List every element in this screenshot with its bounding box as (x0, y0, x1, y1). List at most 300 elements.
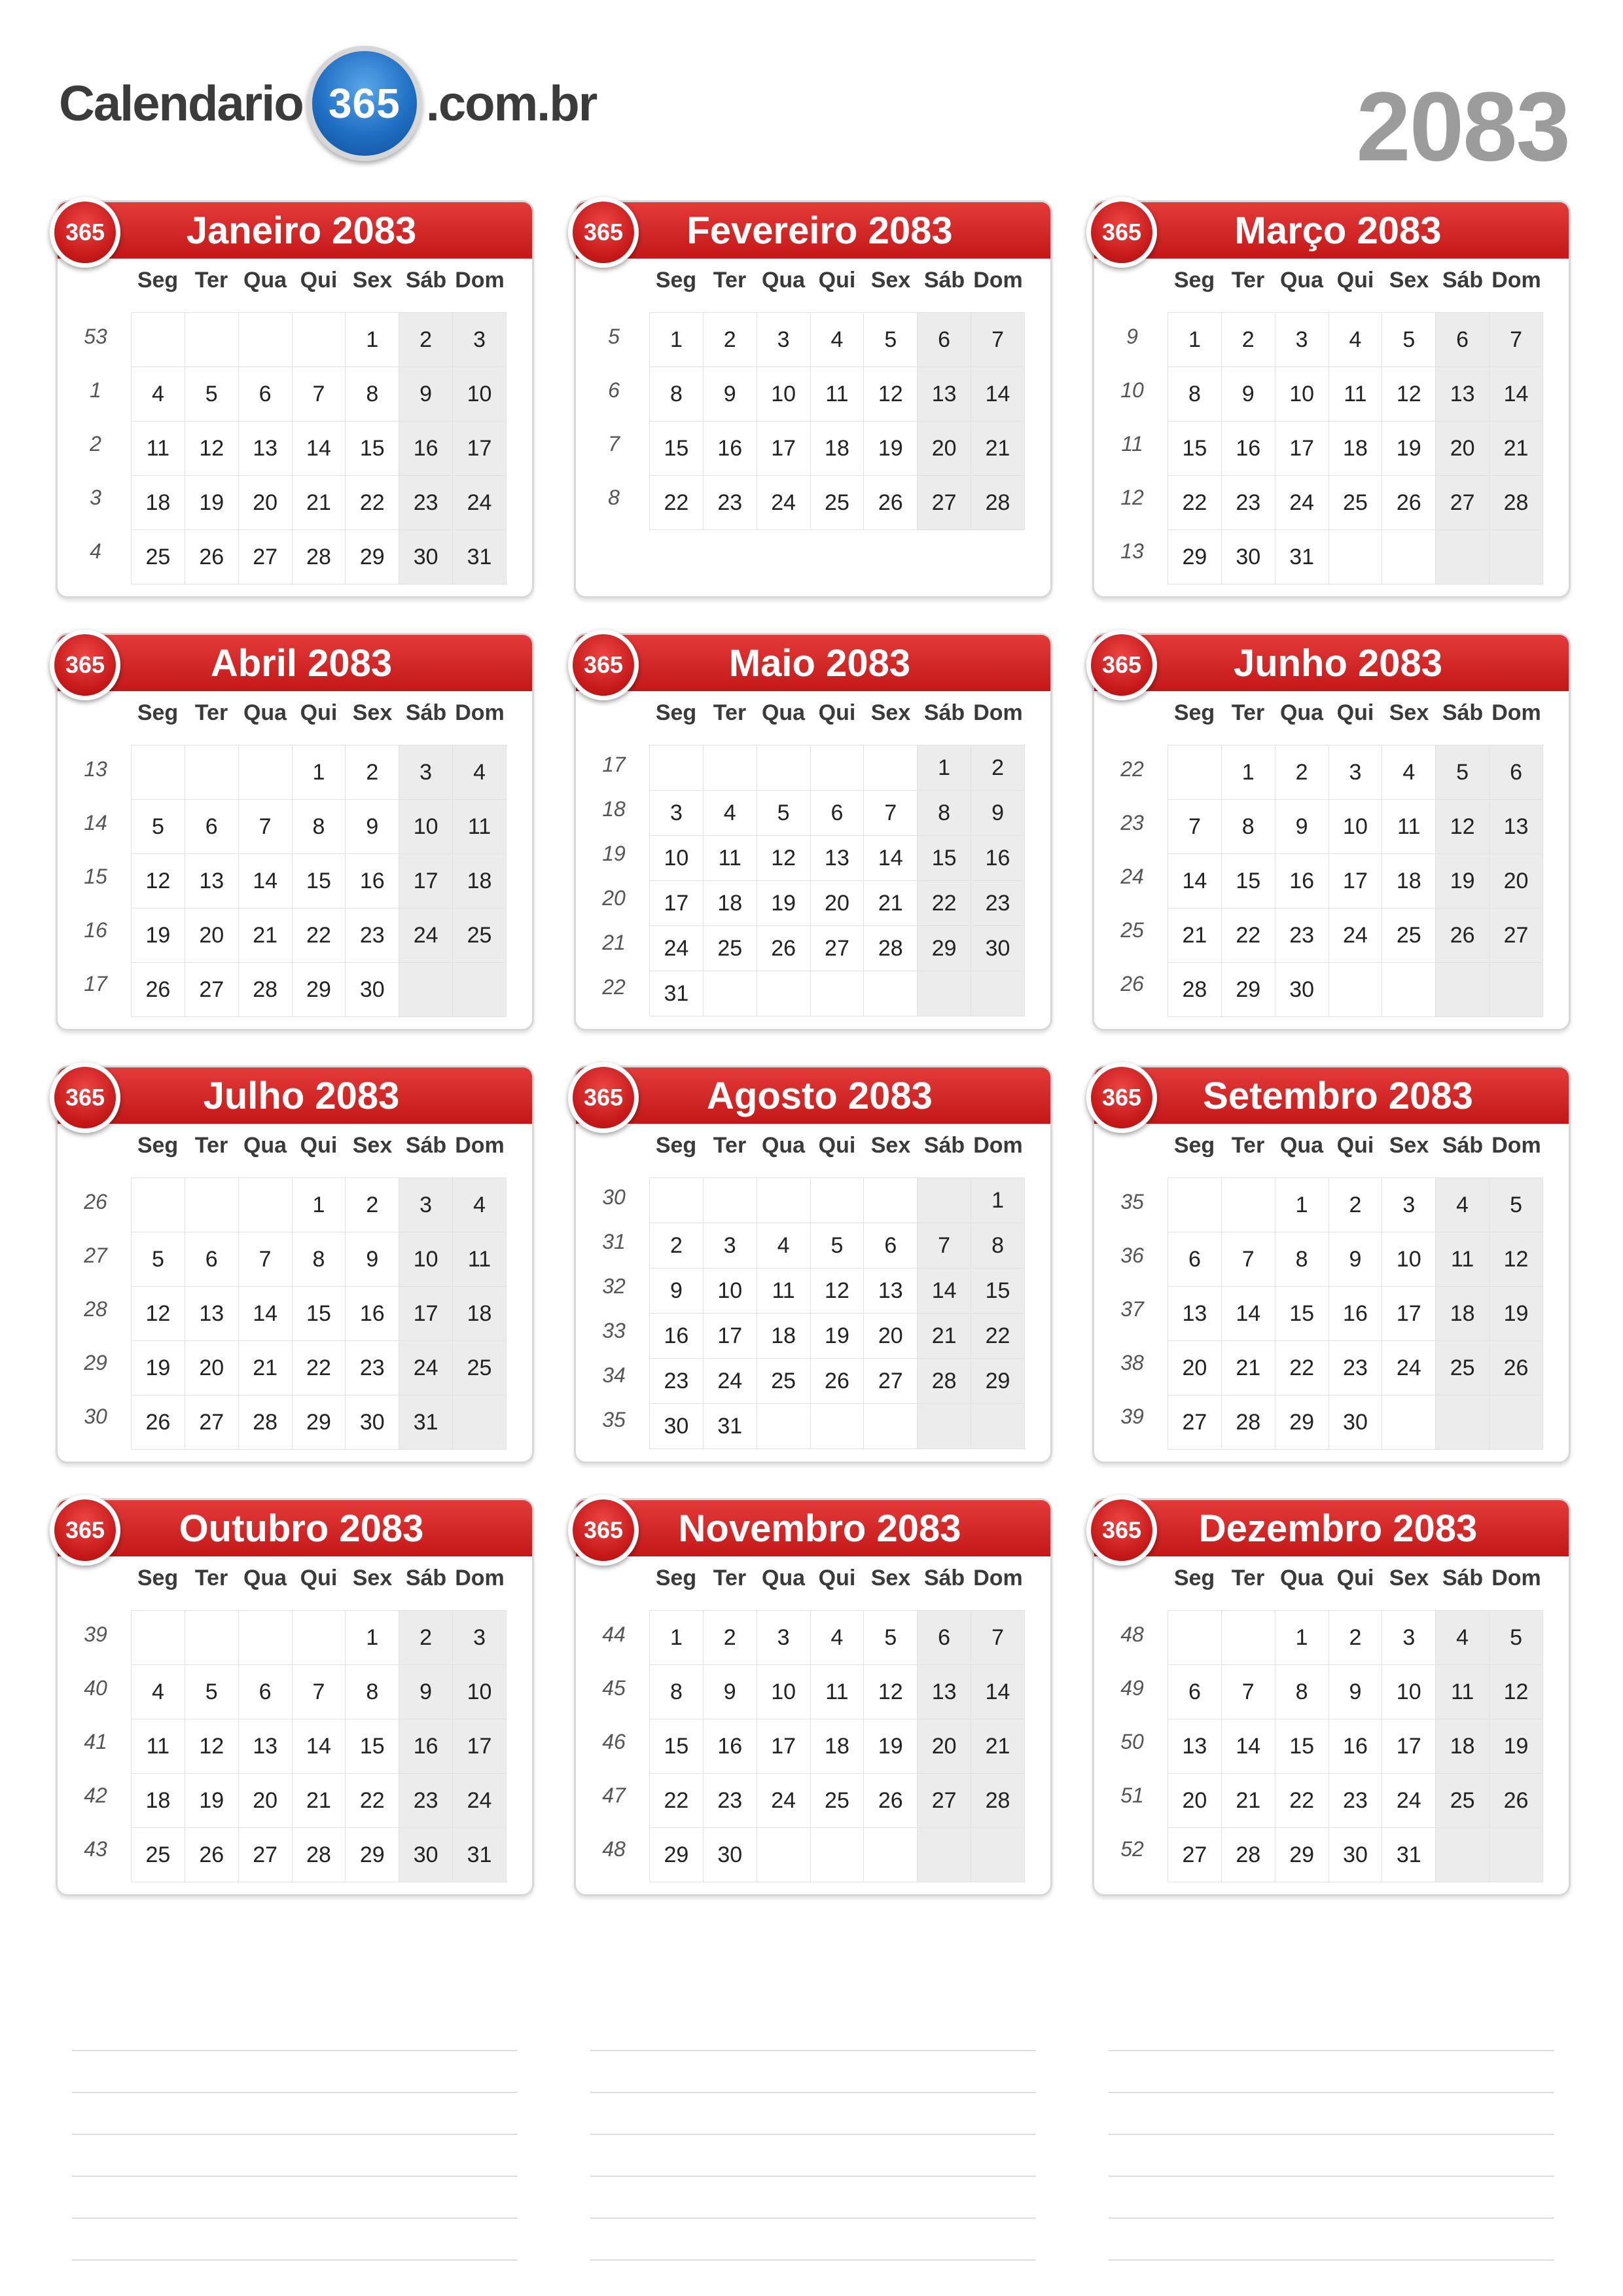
day-cell[interactable]: 30 (703, 1828, 757, 1882)
day-cell[interactable]: 18 (1436, 1719, 1489, 1774)
day-cell[interactable]: 25 (132, 530, 185, 584)
day-cell[interactable]: 23 (703, 476, 757, 530)
day-cell[interactable]: 5 (185, 367, 238, 422)
day-cell[interactable]: 23 (971, 881, 1025, 926)
day-cell[interactable]: 21 (1221, 1341, 1275, 1395)
day-cell[interactable]: 15 (971, 1268, 1025, 1314)
day-cell[interactable]: 25 (810, 1774, 864, 1828)
day-cell[interactable]: 21 (238, 908, 292, 963)
day-cell[interactable]: 28 (292, 530, 346, 584)
day-cell[interactable]: 19 (1489, 1719, 1543, 1774)
day-cell[interactable]: 14 (1489, 367, 1543, 422)
day-cell[interactable]: 24 (399, 1341, 453, 1395)
day-cell[interactable]: 21 (971, 1719, 1025, 1774)
day-cell[interactable]: 22 (346, 1774, 399, 1828)
day-cell[interactable]: 26 (132, 963, 185, 1017)
day-cell[interactable]: 9 (346, 800, 399, 854)
day-cell[interactable]: 13 (185, 854, 238, 908)
day-cell[interactable]: 27 (185, 1395, 238, 1450)
day-cell[interactable]: 23 (346, 908, 399, 963)
day-cell[interactable]: 7 (1221, 1665, 1275, 1719)
day-cell[interactable]: 21 (918, 1314, 971, 1359)
day-cell[interactable]: 6 (185, 800, 238, 854)
day-cell[interactable]: 22 (292, 1341, 346, 1395)
day-cell[interactable]: 8 (1275, 1232, 1329, 1287)
day-cell[interactable]: 9 (703, 367, 757, 422)
day-cell[interactable]: 31 (1275, 530, 1329, 584)
day-cell[interactable]: 4 (1329, 313, 1382, 367)
day-cell[interactable]: 5 (864, 313, 918, 367)
day-cell[interactable]: 10 (399, 1232, 453, 1287)
day-cell[interactable]: 23 (346, 1341, 399, 1395)
day-cell[interactable]: 13 (1168, 1719, 1222, 1774)
day-cell[interactable]: 23 (1329, 1774, 1382, 1828)
day-cell[interactable]: 2 (1329, 1178, 1382, 1232)
day-cell[interactable]: 13 (864, 1268, 918, 1314)
day-cell[interactable]: 6 (1436, 313, 1489, 367)
day-cell[interactable]: 7 (292, 1665, 346, 1719)
day-cell[interactable]: 7 (971, 1611, 1025, 1665)
day-cell[interactable]: 5 (757, 791, 810, 836)
day-cell[interactable]: 13 (238, 422, 292, 476)
day-cell[interactable]: 8 (1221, 800, 1275, 854)
day-cell[interactable]: 24 (453, 1774, 507, 1828)
day-cell[interactable]: 8 (346, 1665, 399, 1719)
day-cell[interactable]: 16 (1329, 1719, 1382, 1774)
day-cell[interactable]: 11 (1436, 1232, 1489, 1287)
day-cell[interactable]: 11 (132, 422, 185, 476)
day-cell[interactable]: 19 (810, 1314, 864, 1359)
day-cell[interactable]: 29 (292, 1395, 346, 1450)
day-cell[interactable]: 16 (703, 422, 757, 476)
day-cell[interactable]: 16 (346, 1287, 399, 1341)
day-cell[interactable]: 16 (346, 854, 399, 908)
day-cell[interactable]: 9 (650, 1268, 704, 1314)
day-cell[interactable]: 10 (453, 367, 507, 422)
day-cell[interactable]: 20 (918, 1719, 971, 1774)
day-cell[interactable]: 28 (238, 1395, 292, 1450)
day-cell[interactable]: 10 (1382, 1665, 1436, 1719)
day-cell[interactable]: 19 (1382, 422, 1436, 476)
day-cell[interactable]: 17 (399, 1287, 453, 1341)
day-cell[interactable]: 15 (1275, 1719, 1329, 1774)
day-cell[interactable]: 6 (1489, 745, 1543, 800)
day-cell[interactable]: 4 (703, 791, 757, 836)
day-cell[interactable]: 5 (1489, 1178, 1543, 1232)
day-cell[interactable]: 27 (185, 963, 238, 1017)
day-cell[interactable]: 20 (864, 1314, 918, 1359)
day-cell[interactable]: 7 (864, 791, 918, 836)
day-cell[interactable]: 21 (1489, 422, 1543, 476)
day-cell[interactable]: 17 (757, 1719, 810, 1774)
day-cell[interactable]: 27 (1489, 908, 1543, 963)
day-cell[interactable]: 2 (346, 745, 399, 800)
day-cell[interactable]: 23 (1221, 476, 1275, 530)
day-cell[interactable]: 18 (1382, 854, 1436, 908)
day-cell[interactable]: 11 (810, 367, 864, 422)
day-cell[interactable]: 11 (810, 1665, 864, 1719)
day-cell[interactable]: 26 (1436, 908, 1489, 963)
day-cell[interactable]: 14 (1221, 1719, 1275, 1774)
day-cell[interactable]: 2 (399, 313, 453, 367)
day-cell[interactable]: 6 (810, 791, 864, 836)
day-cell[interactable]: 16 (1221, 422, 1275, 476)
day-cell[interactable]: 28 (971, 476, 1025, 530)
day-cell[interactable]: 28 (864, 926, 918, 971)
day-cell[interactable]: 27 (1436, 476, 1489, 530)
day-cell[interactable]: 1 (1168, 313, 1222, 367)
day-cell[interactable]: 19 (1436, 854, 1489, 908)
day-cell[interactable]: 28 (1221, 1828, 1275, 1882)
day-cell[interactable]: 19 (1489, 1287, 1543, 1341)
day-cell[interactable]: 2 (650, 1223, 704, 1268)
day-cell[interactable]: 17 (453, 1719, 507, 1774)
day-cell[interactable]: 24 (453, 476, 507, 530)
day-cell[interactable]: 28 (238, 963, 292, 1017)
day-cell[interactable]: 6 (918, 313, 971, 367)
day-cell[interactable]: 6 (185, 1232, 238, 1287)
day-cell[interactable]: 11 (453, 1232, 507, 1287)
day-cell[interactable]: 12 (864, 367, 918, 422)
day-cell[interactable]: 3 (453, 313, 507, 367)
day-cell[interactable]: 23 (1329, 1341, 1382, 1395)
day-cell[interactable]: 2 (1329, 1611, 1382, 1665)
day-cell[interactable]: 16 (650, 1314, 704, 1359)
day-cell[interactable]: 6 (238, 1665, 292, 1719)
day-cell[interactable]: 19 (185, 476, 238, 530)
day-cell[interactable]: 18 (1436, 1287, 1489, 1341)
day-cell[interactable]: 9 (1329, 1665, 1382, 1719)
day-cell[interactable]: 21 (864, 881, 918, 926)
day-cell[interactable]: 29 (1221, 963, 1275, 1017)
day-cell[interactable]: 5 (1489, 1611, 1543, 1665)
day-cell[interactable]: 20 (918, 422, 971, 476)
day-cell[interactable]: 29 (1275, 1828, 1329, 1882)
day-cell[interactable]: 14 (918, 1268, 971, 1314)
day-cell[interactable]: 12 (757, 836, 810, 881)
day-cell[interactable]: 17 (1382, 1719, 1436, 1774)
day-cell[interactable]: 11 (132, 1719, 185, 1774)
day-cell[interactable]: 8 (346, 367, 399, 422)
day-cell[interactable]: 20 (1436, 422, 1489, 476)
day-cell[interactable]: 18 (810, 422, 864, 476)
day-cell[interactable]: 16 (399, 1719, 453, 1774)
day-cell[interactable]: 27 (238, 1828, 292, 1882)
day-cell[interactable]: 10 (757, 1665, 810, 1719)
day-cell[interactable]: 29 (346, 530, 399, 584)
day-cell[interactable]: 28 (1221, 1395, 1275, 1450)
day-cell[interactable]: 13 (1489, 800, 1543, 854)
day-cell[interactable]: 17 (399, 854, 453, 908)
day-cell[interactable]: 3 (757, 1611, 810, 1665)
day-cell[interactable]: 20 (810, 881, 864, 926)
day-cell[interactable]: 28 (1168, 963, 1222, 1017)
day-cell[interactable]: 30 (971, 926, 1025, 971)
day-cell[interactable]: 27 (238, 530, 292, 584)
day-cell[interactable]: 26 (810, 1359, 864, 1404)
day-cell[interactable]: 10 (650, 836, 704, 881)
day-cell[interactable]: 7 (1489, 313, 1543, 367)
day-cell[interactable]: 25 (810, 476, 864, 530)
day-cell[interactable]: 29 (1168, 530, 1222, 584)
day-cell[interactable]: 13 (918, 367, 971, 422)
day-cell[interactable]: 27 (864, 1359, 918, 1404)
day-cell[interactable]: 31 (650, 971, 704, 1016)
day-cell[interactable]: 14 (292, 422, 346, 476)
day-cell[interactable]: 18 (1329, 422, 1382, 476)
day-cell[interactable]: 22 (650, 1774, 704, 1828)
day-cell[interactable]: 2 (1221, 313, 1275, 367)
day-cell[interactable]: 6 (238, 367, 292, 422)
day-cell[interactable]: 7 (971, 313, 1025, 367)
day-cell[interactable]: 6 (1168, 1665, 1222, 1719)
day-cell[interactable]: 25 (132, 1828, 185, 1882)
day-cell[interactable]: 26 (1382, 476, 1436, 530)
day-cell[interactable]: 22 (1275, 1774, 1329, 1828)
day-cell[interactable]: 3 (453, 1611, 507, 1665)
day-cell[interactable]: 23 (650, 1359, 704, 1404)
day-cell[interactable]: 4 (132, 1665, 185, 1719)
day-cell[interactable]: 27 (1168, 1828, 1222, 1882)
day-cell[interactable]: 4 (757, 1223, 810, 1268)
day-cell[interactable]: 24 (650, 926, 704, 971)
day-cell[interactable]: 7 (238, 1232, 292, 1287)
day-cell[interactable]: 20 (185, 1341, 238, 1395)
day-cell[interactable]: 29 (1275, 1395, 1329, 1450)
day-cell[interactable]: 9 (399, 1665, 453, 1719)
day-cell[interactable]: 3 (399, 1178, 453, 1232)
day-cell[interactable]: 21 (1168, 908, 1222, 963)
day-cell[interactable]: 8 (918, 791, 971, 836)
day-cell[interactable]: 12 (1489, 1665, 1543, 1719)
day-cell[interactable]: 2 (1275, 745, 1329, 800)
day-cell[interactable]: 21 (238, 1341, 292, 1395)
day-cell[interactable]: 30 (399, 530, 453, 584)
day-cell[interactable]: 20 (1489, 854, 1543, 908)
day-cell[interactable]: 24 (703, 1359, 757, 1404)
day-cell[interactable]: 25 (453, 908, 507, 963)
day-cell[interactable]: 1 (1275, 1611, 1329, 1665)
day-cell[interactable]: 3 (650, 791, 704, 836)
day-cell[interactable]: 26 (1489, 1774, 1543, 1828)
day-cell[interactable]: 15 (1168, 422, 1222, 476)
day-cell[interactable]: 4 (453, 745, 507, 800)
day-cell[interactable]: 7 (292, 367, 346, 422)
day-cell[interactable]: 16 (399, 422, 453, 476)
day-cell[interactable]: 30 (650, 1404, 704, 1449)
day-cell[interactable]: 28 (971, 1774, 1025, 1828)
day-cell[interactable]: 15 (650, 1719, 704, 1774)
day-cell[interactable]: 23 (1275, 908, 1329, 963)
day-cell[interactable]: 28 (1489, 476, 1543, 530)
day-cell[interactable]: 21 (971, 422, 1025, 476)
day-cell[interactable]: 9 (971, 791, 1025, 836)
day-cell[interactable]: 8 (971, 1223, 1025, 1268)
day-cell[interactable]: 1 (346, 1611, 399, 1665)
day-cell[interactable]: 21 (292, 1774, 346, 1828)
day-cell[interactable]: 9 (1329, 1232, 1382, 1287)
day-cell[interactable]: 25 (1382, 908, 1436, 963)
day-cell[interactable]: 5 (185, 1665, 238, 1719)
day-cell[interactable]: 29 (346, 1828, 399, 1882)
day-cell[interactable]: 30 (399, 1828, 453, 1882)
day-cell[interactable]: 23 (399, 476, 453, 530)
day-cell[interactable]: 14 (238, 1287, 292, 1341)
day-cell[interactable]: 19 (757, 881, 810, 926)
day-cell[interactable]: 1 (346, 313, 399, 367)
day-cell[interactable]: 12 (132, 1287, 185, 1341)
day-cell[interactable]: 22 (292, 908, 346, 963)
day-cell[interactable]: 17 (1329, 854, 1382, 908)
day-cell[interactable]: 10 (1275, 367, 1329, 422)
day-cell[interactable]: 20 (1168, 1341, 1222, 1395)
day-cell[interactable]: 13 (1168, 1287, 1222, 1341)
day-cell[interactable]: 22 (918, 881, 971, 926)
day-cell[interactable]: 1 (292, 1178, 346, 1232)
day-cell[interactable]: 29 (650, 1828, 704, 1882)
day-cell[interactable]: 14 (1221, 1287, 1275, 1341)
day-cell[interactable]: 3 (703, 1223, 757, 1268)
day-cell[interactable]: 13 (238, 1719, 292, 1774)
day-cell[interactable]: 29 (292, 963, 346, 1017)
day-cell[interactable]: 11 (1329, 367, 1382, 422)
day-cell[interactable]: 10 (703, 1268, 757, 1314)
day-cell[interactable]: 17 (453, 422, 507, 476)
day-cell[interactable]: 9 (1275, 800, 1329, 854)
day-cell[interactable]: 31 (453, 530, 507, 584)
day-cell[interactable]: 21 (1221, 1774, 1275, 1828)
day-cell[interactable]: 5 (864, 1611, 918, 1665)
day-cell[interactable]: 2 (399, 1611, 453, 1665)
day-cell[interactable]: 24 (757, 1774, 810, 1828)
day-cell[interactable]: 18 (703, 881, 757, 926)
day-cell[interactable]: 25 (1329, 476, 1382, 530)
day-cell[interactable]: 13 (810, 836, 864, 881)
day-cell[interactable]: 15 (650, 422, 704, 476)
day-cell[interactable]: 10 (453, 1665, 507, 1719)
day-cell[interactable]: 3 (1329, 745, 1382, 800)
day-cell[interactable]: 24 (1382, 1341, 1436, 1395)
day-cell[interactable]: 1 (1275, 1178, 1329, 1232)
day-cell[interactable]: 28 (918, 1359, 971, 1404)
day-cell[interactable]: 1 (650, 1611, 704, 1665)
day-cell[interactable]: 22 (346, 476, 399, 530)
day-cell[interactable]: 5 (1382, 313, 1436, 367)
day-cell[interactable]: 12 (185, 422, 238, 476)
day-cell[interactable]: 17 (650, 881, 704, 926)
day-cell[interactable]: 29 (918, 926, 971, 971)
day-cell[interactable]: 19 (864, 422, 918, 476)
day-cell[interactable]: 5 (810, 1223, 864, 1268)
day-cell[interactable]: 24 (757, 476, 810, 530)
day-cell[interactable]: 20 (185, 908, 238, 963)
day-cell[interactable]: 26 (185, 530, 238, 584)
day-cell[interactable]: 25 (453, 1341, 507, 1395)
day-cell[interactable]: 8 (1168, 367, 1222, 422)
day-cell[interactable]: 22 (1221, 908, 1275, 963)
day-cell[interactable]: 16 (1329, 1287, 1382, 1341)
day-cell[interactable]: 4 (810, 1611, 864, 1665)
day-cell[interactable]: 1 (971, 1178, 1025, 1223)
day-cell[interactable]: 18 (132, 1774, 185, 1828)
day-cell[interactable]: 9 (703, 1665, 757, 1719)
day-cell[interactable]: 8 (650, 367, 704, 422)
day-cell[interactable]: 15 (1221, 854, 1275, 908)
day-cell[interactable]: 28 (292, 1828, 346, 1882)
day-cell[interactable]: 3 (1382, 1178, 1436, 1232)
day-cell[interactable]: 25 (1436, 1341, 1489, 1395)
day-cell[interactable]: 5 (132, 800, 185, 854)
day-cell[interactable]: 20 (238, 1774, 292, 1828)
day-cell[interactable]: 4 (132, 367, 185, 422)
day-cell[interactable]: 21 (292, 476, 346, 530)
day-cell[interactable]: 25 (703, 926, 757, 971)
day-cell[interactable]: 30 (346, 963, 399, 1017)
day-cell[interactable]: 10 (1329, 800, 1382, 854)
day-cell[interactable]: 20 (1168, 1774, 1222, 1828)
day-cell[interactable]: 30 (1329, 1395, 1382, 1450)
day-cell[interactable]: 7 (918, 1223, 971, 1268)
day-cell[interactable]: 11 (1382, 800, 1436, 854)
day-cell[interactable]: 6 (864, 1223, 918, 1268)
day-cell[interactable]: 13 (1436, 367, 1489, 422)
day-cell[interactable]: 22 (1168, 476, 1222, 530)
day-cell[interactable]: 31 (1382, 1828, 1436, 1882)
day-cell[interactable]: 18 (757, 1314, 810, 1359)
day-cell[interactable]: 11 (453, 800, 507, 854)
day-cell[interactable]: 3 (399, 745, 453, 800)
day-cell[interactable]: 19 (864, 1719, 918, 1774)
day-cell[interactable]: 15 (1275, 1287, 1329, 1341)
day-cell[interactable]: 24 (399, 908, 453, 963)
day-cell[interactable]: 7 (1221, 1232, 1275, 1287)
day-cell[interactable]: 10 (399, 800, 453, 854)
day-cell[interactable]: 26 (132, 1395, 185, 1450)
day-cell[interactable]: 5 (1436, 745, 1489, 800)
day-cell[interactable]: 1 (650, 313, 704, 367)
day-cell[interactable]: 2 (703, 313, 757, 367)
day-cell[interactable]: 31 (703, 1404, 757, 1449)
day-cell[interactable]: 19 (185, 1774, 238, 1828)
day-cell[interactable]: 15 (292, 854, 346, 908)
day-cell[interactable]: 15 (346, 1719, 399, 1774)
day-cell[interactable]: 9 (399, 367, 453, 422)
day-cell[interactable]: 13 (185, 1287, 238, 1341)
day-cell[interactable]: 4 (1436, 1611, 1489, 1665)
day-cell[interactable]: 30 (1275, 963, 1329, 1017)
day-cell[interactable]: 12 (810, 1268, 864, 1314)
day-cell[interactable]: 26 (757, 926, 810, 971)
day-cell[interactable]: 1 (292, 745, 346, 800)
day-cell[interactable]: 13 (918, 1665, 971, 1719)
day-cell[interactable]: 24 (1275, 476, 1329, 530)
day-cell[interactable]: 18 (810, 1719, 864, 1774)
day-cell[interactable]: 15 (918, 836, 971, 881)
day-cell[interactable]: 2 (971, 745, 1025, 791)
day-cell[interactable]: 3 (1382, 1611, 1436, 1665)
day-cell[interactable]: 1 (918, 745, 971, 791)
day-cell[interactable]: 12 (864, 1665, 918, 1719)
day-cell[interactable]: 16 (703, 1719, 757, 1774)
day-cell[interactable]: 3 (757, 313, 810, 367)
day-cell[interactable]: 4 (1436, 1178, 1489, 1232)
day-cell[interactable]: 7 (238, 800, 292, 854)
day-cell[interactable]: 2 (346, 1178, 399, 1232)
day-cell[interactable]: 29 (971, 1359, 1025, 1404)
day-cell[interactable]: 26 (864, 476, 918, 530)
day-cell[interactable]: 27 (810, 926, 864, 971)
day-cell[interactable]: 11 (1436, 1665, 1489, 1719)
